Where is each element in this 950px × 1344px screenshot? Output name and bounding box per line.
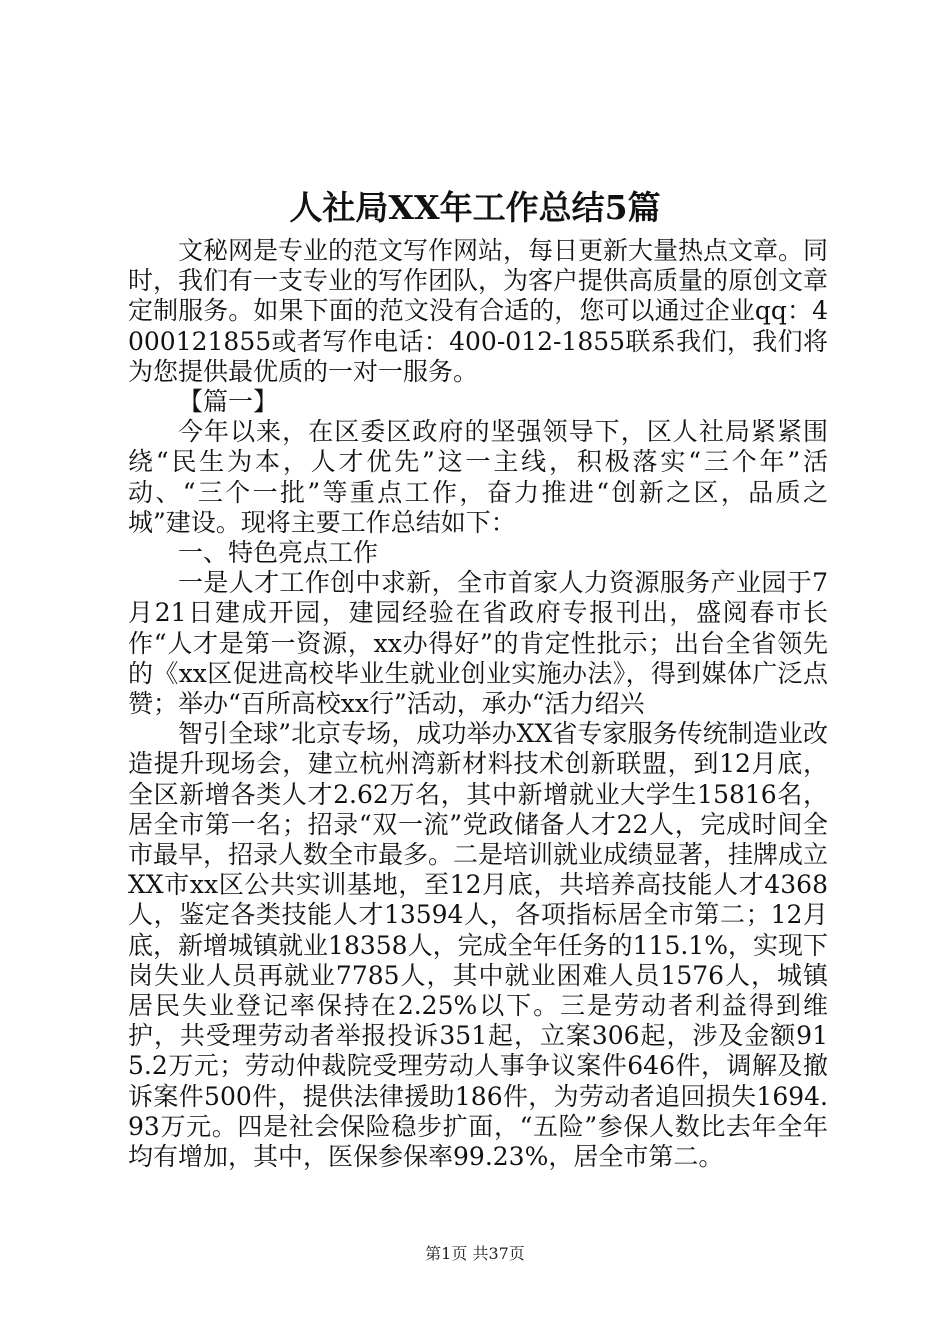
intro-paragraph: 文秘网是专业的范文写作网站，每日更新大量热点文章。同时，我们有一支专业的写作团队，为客户提供高质量的原创文章定制服务。如果下面的范文没有合适的，您可以通过企业qq：4000121855或者写作电话：400-012-1855联系我们，我们将为您提供最优质的一对一服务。 [128, 236, 829, 386]
document-body [128, 236, 828, 1172]
page-number-label: 第1页 共37页 [425, 1244, 525, 1263]
summary-paragraph: 今年以来，在区委区政府的坚强领导下，区人社局紧紧围绕“民生为本，人才优先”这一主线，积极落实“三个年”活动、“三个一批”等重点工作，奋力推进“创新之区，品质之城”建设。现将主要工作总结如下： [128, 417, 828, 537]
section-marker: 【篇一】 [178, 387, 279, 417]
document-title: 人社局XX年工作总结5篇 [289, 188, 661, 227]
section-heading: 一、特色亮点工作 [178, 538, 379, 568]
body-paragraph: 一是人才工作创中求新，全市首家人力资源服务产业园于7月21日建成开园，建园经验在省政府专报刊出，盛阅春市长作“人才是第一资源，xx办得好”的肯定性批示；出台全省领先的《xx区促进高校毕业生就业创业实施办法》，得到媒体广泛点赞；举办“百所高校xx行”活动，承办“活力绍兴 [128, 568, 828, 719]
page-footer [0, 1243, 950, 1265]
body-paragraph: 智引全球”北京专场，成功举办XX省专家服务传统制造业改造提升现场会，建立杭州湾新材料技术创新联盟，到12月底，全区新增各类人才2.62万名，其中新增就业大学生15816名，居全市第一名；招录“双一流”党政储备人才22人，完成时间全市最早，招录人数全市最多。二是培训就业成绩显著，挂牌成立XX市xx区公共实训基地，至12月底，共培养高技能人才4368人，鉴定各类技能人才13594人，各项指标居全市第二；12月底，新增城镇就业18358人，完成全年任务的115.1%，实现下岗失业人员再就业7785人，其中就业困难人员1576人，城镇居民失业登记率保持在2.25%以下。三是劳动者利益得到维护，共受理劳动者举报投诉351起，立案306起，涉及金额915.2万元；劳动仲裁院受理劳动人事争议案件646件，调解及撤诉案件500件，提供法律援助186件，为劳动者追回损失1694.93万元。四是社会保险稳步扩面，“五险”参保人数比去年全年均有增加，其中，医保参保率99.23%，居全市第二。 [128, 719, 829, 1172]
